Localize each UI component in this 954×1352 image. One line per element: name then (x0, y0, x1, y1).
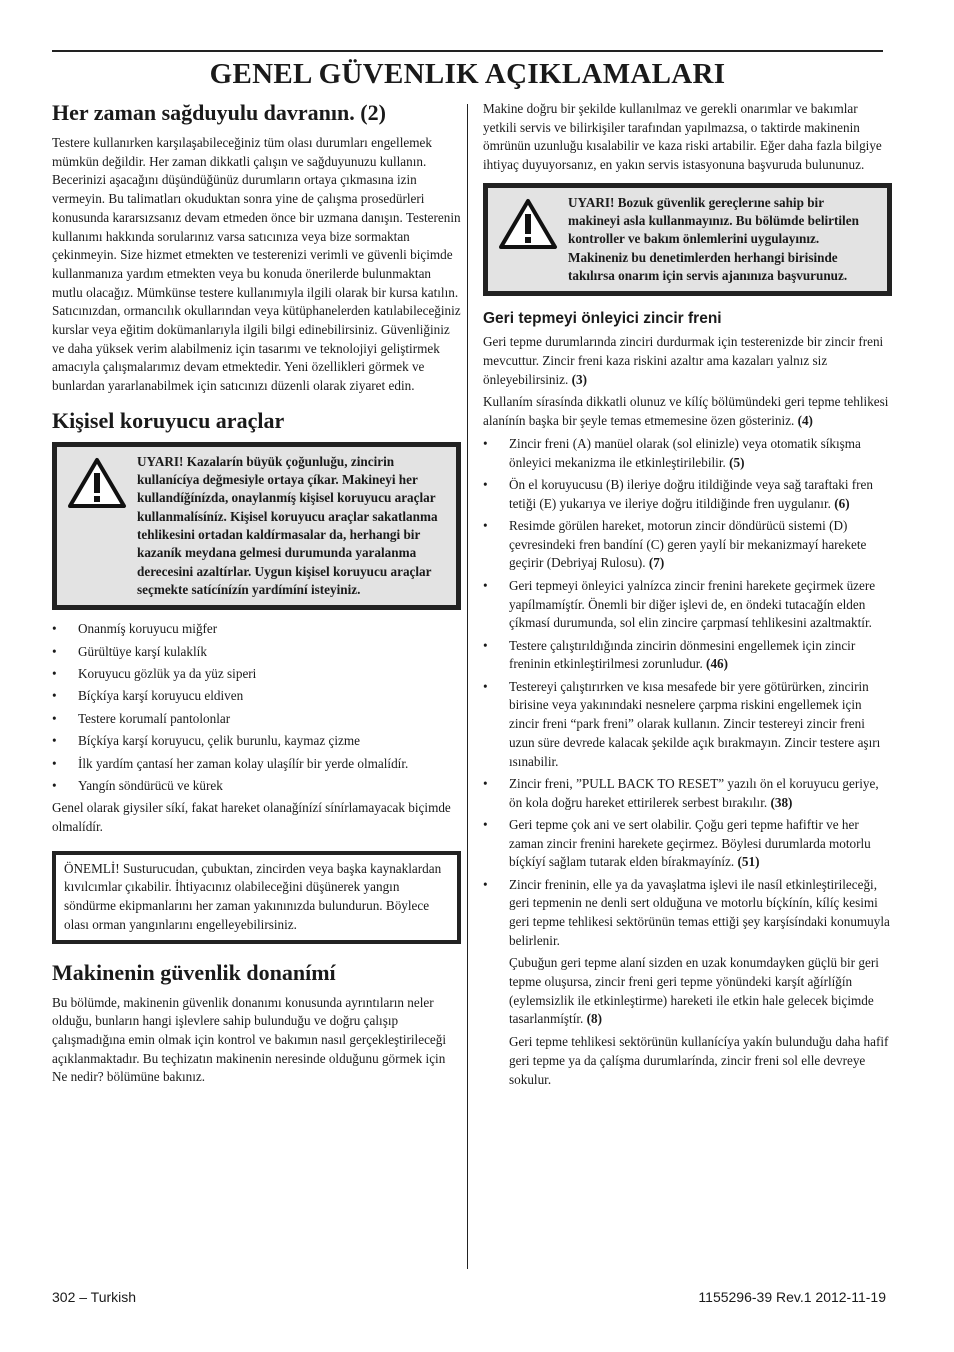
inertia-brake-paragraph: Çubuğun geri tepme alaní sizden en uzak konumdayken güçlü bir geri tepme oluşursa, zincir freni geri tepme yönündeki karşít ağírlíğín (eylemsizlik ile etkinleştirme) hareketi ile etkin hale gelecek biçimde tasarlanmíştír. (8) (509, 955, 879, 1027)
list-item: • Geri tepmeyi önleyici yalnízca zincir frenini harekete geçirmek üzere yapílmamíştír. Önemli bir diğer işlevi de, en öndeki tutacağín elden çíkmasí durumunda, sol elin zincire çarpmasí tehlikesini azaltmaktír. (483, 577, 892, 633)
ppe-warning-text: UYARI! Kazalarín büyük çoğunluğu, zincirin kullanícíya değmesiyle ortaya çíkar. Makineyi her kullandíğínízda, onaylanmíş kişisel koruyucu araçlar kullanmalísíníz. Kişisel koruyucu araçlar sakatlanma tehlikesini ortadan kaldírmasalar da, herhangi bir kazaník meydana gelmesi durumunda yaralanma derecesini azaltírlar. Uygun kişisel koruyucu araçlar seçmekte satícínízín yardímíní isteyiniz. (137, 453, 438, 597)
manual-brake-paragraph: Geri tepme tehlikesi sektörünün kullanícíya yakín bulunduğu daha hafif geri tepme ya da çalíşma durumlarínda, zincir freni sol elle devreye sokulur. (509, 1034, 889, 1087)
safety-equipment-body: Bu bölümde, makinenin güvenlik donanımı konusunda ayrıntıların neler olduğu, bunların hangi işlevlere sahip bulunduğu ve doğru çalışıp çalışmadığına emin olmak için kontrol ve bakımın nasıl gerçekleştirileceği açıklanmaktadır. Bu teçhizatın makinenin neresinde olduğunu görmek için Ne nedir? bölümüne bakınız. (52, 994, 447, 1085)
list-item: • Testere korumalí pantolonlar (52, 710, 461, 729)
list-item: • Yangín söndürücü ve kürek (52, 777, 461, 796)
figure-ref: (8) (586, 1011, 603, 1027)
common-sense-body: Testere kullanırken karşılaşabileceğiniz tüm olası durumları engellemek mümkün değildir. Her zaman dikkatli çalışın ve sağduyunuzu kullanın. Becerinizi aşacağını düşündüğünüz durumların ortaya çıkmasına izin vermeyin. Bu talimatları okuduktan sonra yine de çalışma prosedürleri konusunda kararsızsanız devam etmeden önce bir uzmana danışın. Testerenin kullanımı hakkında sorularınız varsa satıcınıza veya bize sormaktan çekinmeyin. Size hizmet etmekten ve testerenizi verimli ve güvenli biçimde kullanmanıza yardım etmekten veya bu konuda önerilerde bulunmaktan mutlu olacağız. Mümkünse testere kullanımıyla ilgili olarak bir kursa katılın. Satıcınızdan, ormancılık okullarından veya kütüphanelerden katılabileceğiniz kurslar veya eğitim dokümanlarıyla ilgili bilgi edinebilirsiniz. Güvenliğiniz ve daha yüksek verim alabilmeniz için tasarımı ve teknolojiyi geliştirmek amacıyla çalışmalarımız devam etmektedir. Yeni özellikleri görmek ve bunlardan yararlanabilmek için satıcınızı düzenli olarak ziyaret edin. (52, 135, 461, 394)
list-item: • Gürültüye karşí kulaklík (52, 643, 461, 662)
list-item: • Zincir freninin, elle ya da yavaşlatma işlevi ile nasíl etkinleştirileceği, geri tepmenin ne denli sert olduğuna ve motorlu bíçkínín, kílíç kesimi geri tepme tehlikesi sektörünün temas ettiği şey karşísíndaki konumuyla belirlenir. (483, 876, 892, 951)
equipment-warning-text: UYARI! Bozuk güvenlik gereçlerıne sahip bir makineyi asla kullanmayınız. Bu bölümde belirtilen kontroller ve bakım önlemlerini uygulayınız. Makineniz bu denetimlerden herhangi birisinde takılırsa onarım için servis ajanınıza başvurunuz. (568, 194, 859, 283)
warning-triangle-icon (488, 194, 568, 250)
important-note-box (52, 851, 461, 944)
list-item: • Geri tepme çok ani ve sert olabilir. Çoğu geri tepme hafiftir ve her zaman zincir frenini harekete geçirmez. Böylesi durumlarda motorlu bíçkíyí sağlam tutarak elden bírakmayíníz. (51) (483, 816, 892, 872)
section-heading-common-sense: Her zaman sağduyulu davranın. (2) (52, 100, 386, 125)
figure-ref: (6) (834, 495, 850, 511)
list-item: • Koruyucu gözlük ya da yüz siperi (52, 665, 461, 684)
list-item: • Testere çalıştırıldığında zincirin dönmesini engellemek için zincir freninin etkinleştirilmesi zorunludur. (46) (483, 637, 892, 674)
figure-ref: (5) (729, 454, 745, 470)
equipment-warning-box (483, 183, 892, 296)
document-id: 1155296-39 Rev.1 2012-11-19 (698, 1289, 886, 1305)
figure-ref: (4) (797, 413, 813, 429)
chain-brake-paragraph: Geri tepme durumlarında zinciri durdurmak için testerenizde bir zincir freni mevcuttur. Zincir freni kaza riskini azaltır ama kazaları yalnız siz önleyebilirsiniz. (3) (483, 334, 884, 387)
figure-ref: (38) (770, 794, 793, 810)
list-item: • Testereyi çalıştırırken ve kısa mesafede bir yere götürürken, zincirin birisine veya yakınındaki nesnelere çarpma riskini engellemek için zincir freni “park freni” olarak kullanın. Zincir testereyi zincir freni uzun süre devrede kalacak şekilde açık bırakmayın. Zincir testere aşırı ısınabilir. (483, 678, 892, 772)
warning-triangle-icon (57, 453, 137, 509)
figure-ref: (7) (648, 555, 665, 571)
kickback-zone-paragraph: Kullaním sírasínda dikkatli olunuz ve kílíç bölümündeki geri tepme tehlikesi alanínín başka bir şeyle temas etmemesine özen gösteriniz. (4) (483, 394, 889, 429)
section-heading-safety-equipment: Makinenin güvenlik donanímí (52, 959, 336, 985)
figure-ref: (46) (706, 656, 729, 672)
ppe-list (52, 620, 461, 795)
important-note-text: ÖNEMLİ! Susturucudan, çubuktan, zincirden veya başka kaynaklardan kıvılcımlar çıkabilir. İhtiyacınız olabileceğini düşünerek yangın söndürme ekipmanlarını her zaman yakınınızda bulundurun. Böylece olası orman yangınlarını engelleyebilirsiniz. (64, 860, 442, 932)
subheading-chain-brake: Geri tepmeyi önleyici zincir freni (483, 310, 722, 328)
section-heading-ppe: Kişisel koruyucu araçlar (52, 407, 285, 433)
chain-brake-list (483, 435, 892, 951)
page-title: GENEL GÜVENLIK AÇIKLAMALARI (209, 58, 726, 90)
clothing-note: Genel olarak giysiler síkí, fakat hareket olanağínízí sínírlamayacak biçimde olmalídír. (52, 800, 451, 835)
list-item: • Onanmíş koruyucu miğfer (52, 620, 461, 639)
right-column (483, 100, 892, 1093)
figure-ref: (3) (571, 371, 588, 387)
left-column (52, 100, 461, 1091)
figure-ref: (51) (737, 854, 760, 870)
ppe-warning-box (52, 442, 461, 610)
list-item: • Bíçkíya karşí koruyucu eldiven (52, 687, 461, 706)
page-number: 302 – Turkish (52, 1289, 137, 1305)
list-item: • İlk yardím çantasí her zaman kolay ulaşílír bir yerde olmalídír. (52, 755, 461, 774)
list-item: • Resimde görülen hareket, motorun zincir döndürücü sistemi (D) çevresindeki fren bandíní (C) geren yaylí bir mekanizmayí harekete geçirir (Debriyaj Rulosu). (7) (483, 517, 892, 573)
column-divider (467, 104, 468, 1269)
maintenance-intro: Makine doğru bir şekilde kullanılmaz ve gerekli onarımlar ve bakımlar yetkili servis ve bilirkişiler tarafından yapılmazsa, o taktirde makinenin ömrünün uzunluğu kısalabilir ve kaza riski artabilir. Eğer daha fazla bilgiye ihtiyaç duyuyorsanız, en yakın servis istasyonuna başvuruda bulununuz. (483, 101, 882, 173)
list-item: • Zincir freni (A) manüel olarak (sol elinizle) veya otomatik síkışma önleyici mekanizma ile etkinleştirilebilir. (5) (483, 435, 892, 472)
list-item: • Bíçkíya karşí koruyucu, çelik burunlu, kaymaz çizme (52, 732, 461, 751)
list-item: • Ön el koruyucusu (B) ileriye doğru itildiğinde veya sağ taraftaki fren tetiği (E) yukarıya ve ileriye doğru itildiğinde fren uygulanır. (6) (483, 476, 892, 513)
page-header (52, 50, 883, 91)
list-item: • Zincir freni, ”PULL BACK TO RESET” yazılı ön el koruyucu geriye, ön kola doğru hareket ettirilerek serbest bırakılır. (38) (483, 775, 892, 812)
